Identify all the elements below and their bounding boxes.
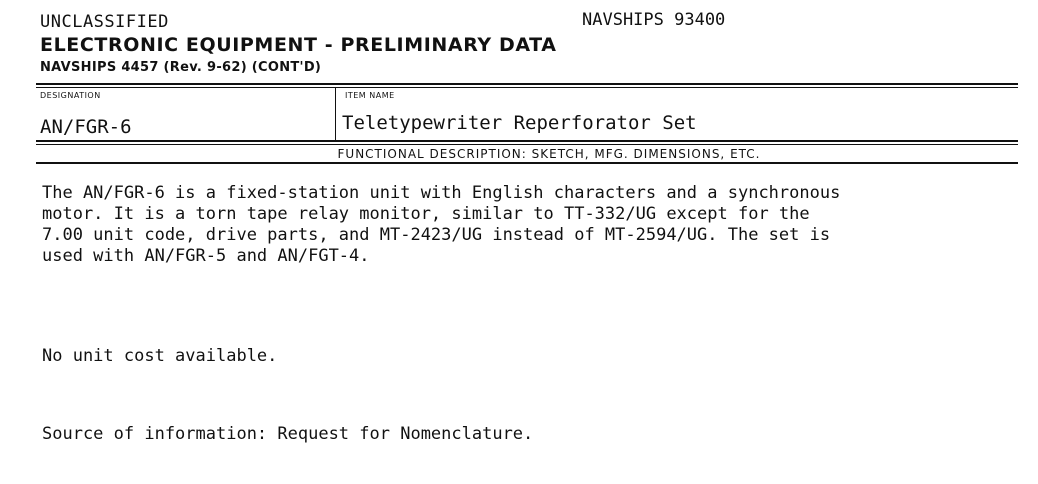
document-title: ELECTRONIC EQUIPMENT - PRELIMINARY DATA (40, 34, 557, 56)
designation-caption: DESIGNATION (40, 91, 101, 100)
designation-value: AN/FGR-6 (40, 116, 132, 138)
description-paragraph (42, 183, 1032, 267)
document-number: NAVSHIPS 93400 (582, 10, 726, 30)
description-line: The AN/FGR-6 is a fixed-station unit with English characters and a synchronous (42, 183, 841, 203)
item-name-value: Teletypewriter Reperforator Set (342, 112, 697, 134)
column-divider (335, 88, 336, 140)
item-name-caption: ITEM NAME (345, 91, 395, 100)
mid-rule-thin (36, 144, 1018, 145)
section-rule (36, 162, 1018, 164)
mid-rule (36, 140, 1018, 142)
unit-cost-text: No unit cost available. (42, 346, 278, 366)
classification-label: UNCLASSIFIED (40, 12, 169, 32)
section-header: FUNCTIONAL DESCRIPTION: SKETCH, MFG. DIMENSIONS, ETC. (337, 147, 761, 161)
description-line: motor. It is a torn tape relay monitor, similar to TT-332/UG except for the (42, 204, 810, 224)
top-rule-thin (36, 87, 1018, 88)
source-text: Source of information: Request for Nomenclature. (42, 424, 534, 444)
top-rule (36, 83, 1018, 85)
description-line: used with AN/FGR-5 and AN/FGT-4. (42, 246, 370, 266)
description-line: 7.00 unit code, drive parts, and MT-2423/UG instead of MT-2594/UG. The set is (42, 225, 831, 245)
form-identifier: NAVSHIPS 4457 (Rev. 9-62) (CONT'D) (40, 60, 322, 75)
